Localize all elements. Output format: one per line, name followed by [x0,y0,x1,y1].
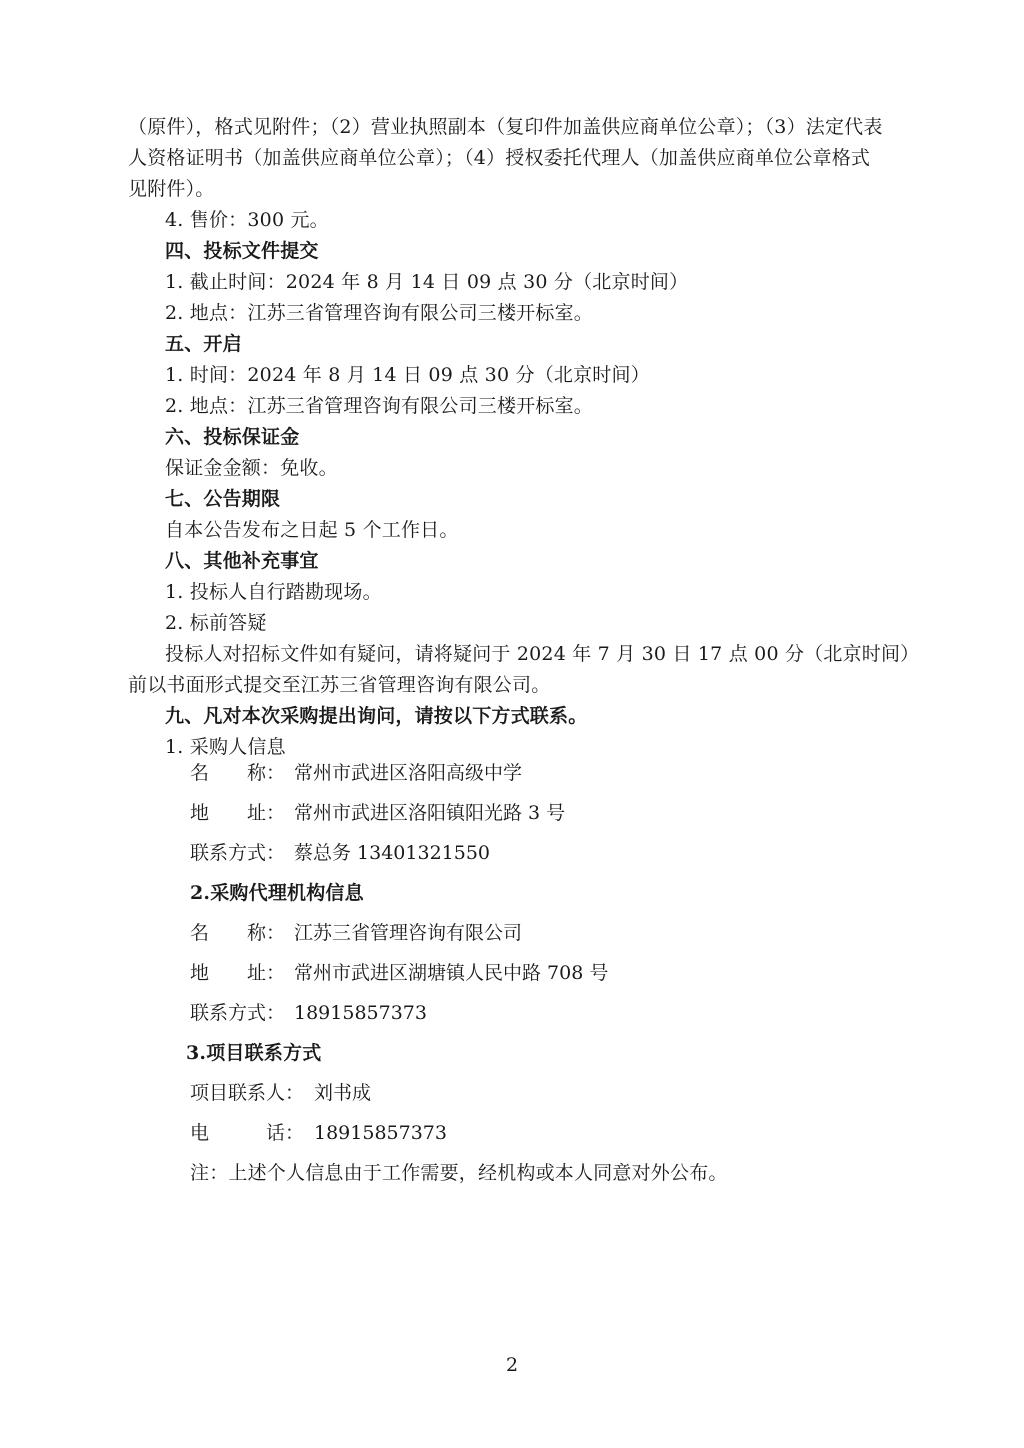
field-label: 联系方式： [190,1002,286,1024]
field-label: 地 址： [190,962,286,984]
agency-contact: 18915857373 [294,1002,427,1024]
paragraph-line: 投标人对招标文件如有疑问，请将疑问于 2024 年 7 月 30 日 17 点 00 分（北京时间） [165,643,920,665]
price-line: 4. 售价：300 元。 [165,209,329,231]
field-label: 名 称： [190,922,286,944]
note-line: 注：上述个人信息由于工作需要，经机构或本人同意对外公布。 [190,1162,728,1184]
subsection-title: 3.项目联系方式 [186,1042,322,1064]
paragraph-line: 前以书面形式提交至江苏三省管理咨询有限公司。 [128,674,551,696]
subsection-title: 1. 采购人信息 [165,736,286,758]
deadline-line: 1. 截止时间：2024 年 8 月 14 日 09 点 30 分（北京时间） [165,271,689,293]
subsection-title: 2.采购代理机构信息 [190,882,364,904]
paragraph-line: 见附件）。 [128,178,215,200]
project-contact-person: 刘书成 [314,1082,372,1104]
paragraph-line: （原件），格式见附件；（2）营业执照副本（复印件加盖供应商单位公章）；（3）法定代表 [128,116,883,138]
section-heading: 七、公告期限 [165,488,281,510]
section-heading: 九、凡对本次采购提出询问，请按以下方式联系。 [165,705,588,727]
purchaser-contact: 蔡总务 13401321550 [294,842,491,864]
field-label: 电 话： [190,1122,305,1144]
agency-address: 常州市武进区湖塘镇人民中路 708 号 [294,962,609,984]
paragraph-line: 2. 标前答疑 [165,612,267,634]
location-line: 2. 地点：江苏三省管理咨询有限公司三楼开标室。 [165,302,593,324]
section-heading: 六、投标保证金 [165,426,300,448]
section-heading: 四、投标文件提交 [165,240,319,262]
agency-name: 江苏三省管理咨询有限公司 [294,922,523,944]
purchaser-name: 常州市武进区洛阳高级中学 [294,762,523,784]
paragraph-line: 1. 投标人自行踏勘现场。 [165,581,382,603]
opening-location-line: 2. 地点：江苏三省管理咨询有限公司三楼开标室。 [165,395,593,417]
section-heading: 五、开启 [165,333,242,355]
purchaser-address: 常州市武进区洛阳镇阳光路 3 号 [294,802,566,824]
announcement-period-line: 自本公告发布之日起 5 个工作日。 [165,519,459,541]
deposit-line: 保证金金额：免收。 [165,457,338,479]
paragraph-line: 人资格证明书（加盖供应商单位公章）；（4）授权委托代理人（加盖供应商单位公章格式 [128,147,871,169]
page-number: 2 [505,1354,519,1376]
field-label: 名 称： [190,762,286,784]
field-label: 地 址： [190,802,286,824]
field-label: 联系方式： [190,842,286,864]
project-contact-phone: 18915857373 [314,1122,447,1144]
field-label: 项目联系人： [190,1082,305,1104]
section-heading: 八、其他补充事宜 [165,550,319,572]
opening-time-line: 1. 时间：2024 年 8 月 14 日 09 点 30 分（北京时间） [165,364,650,386]
